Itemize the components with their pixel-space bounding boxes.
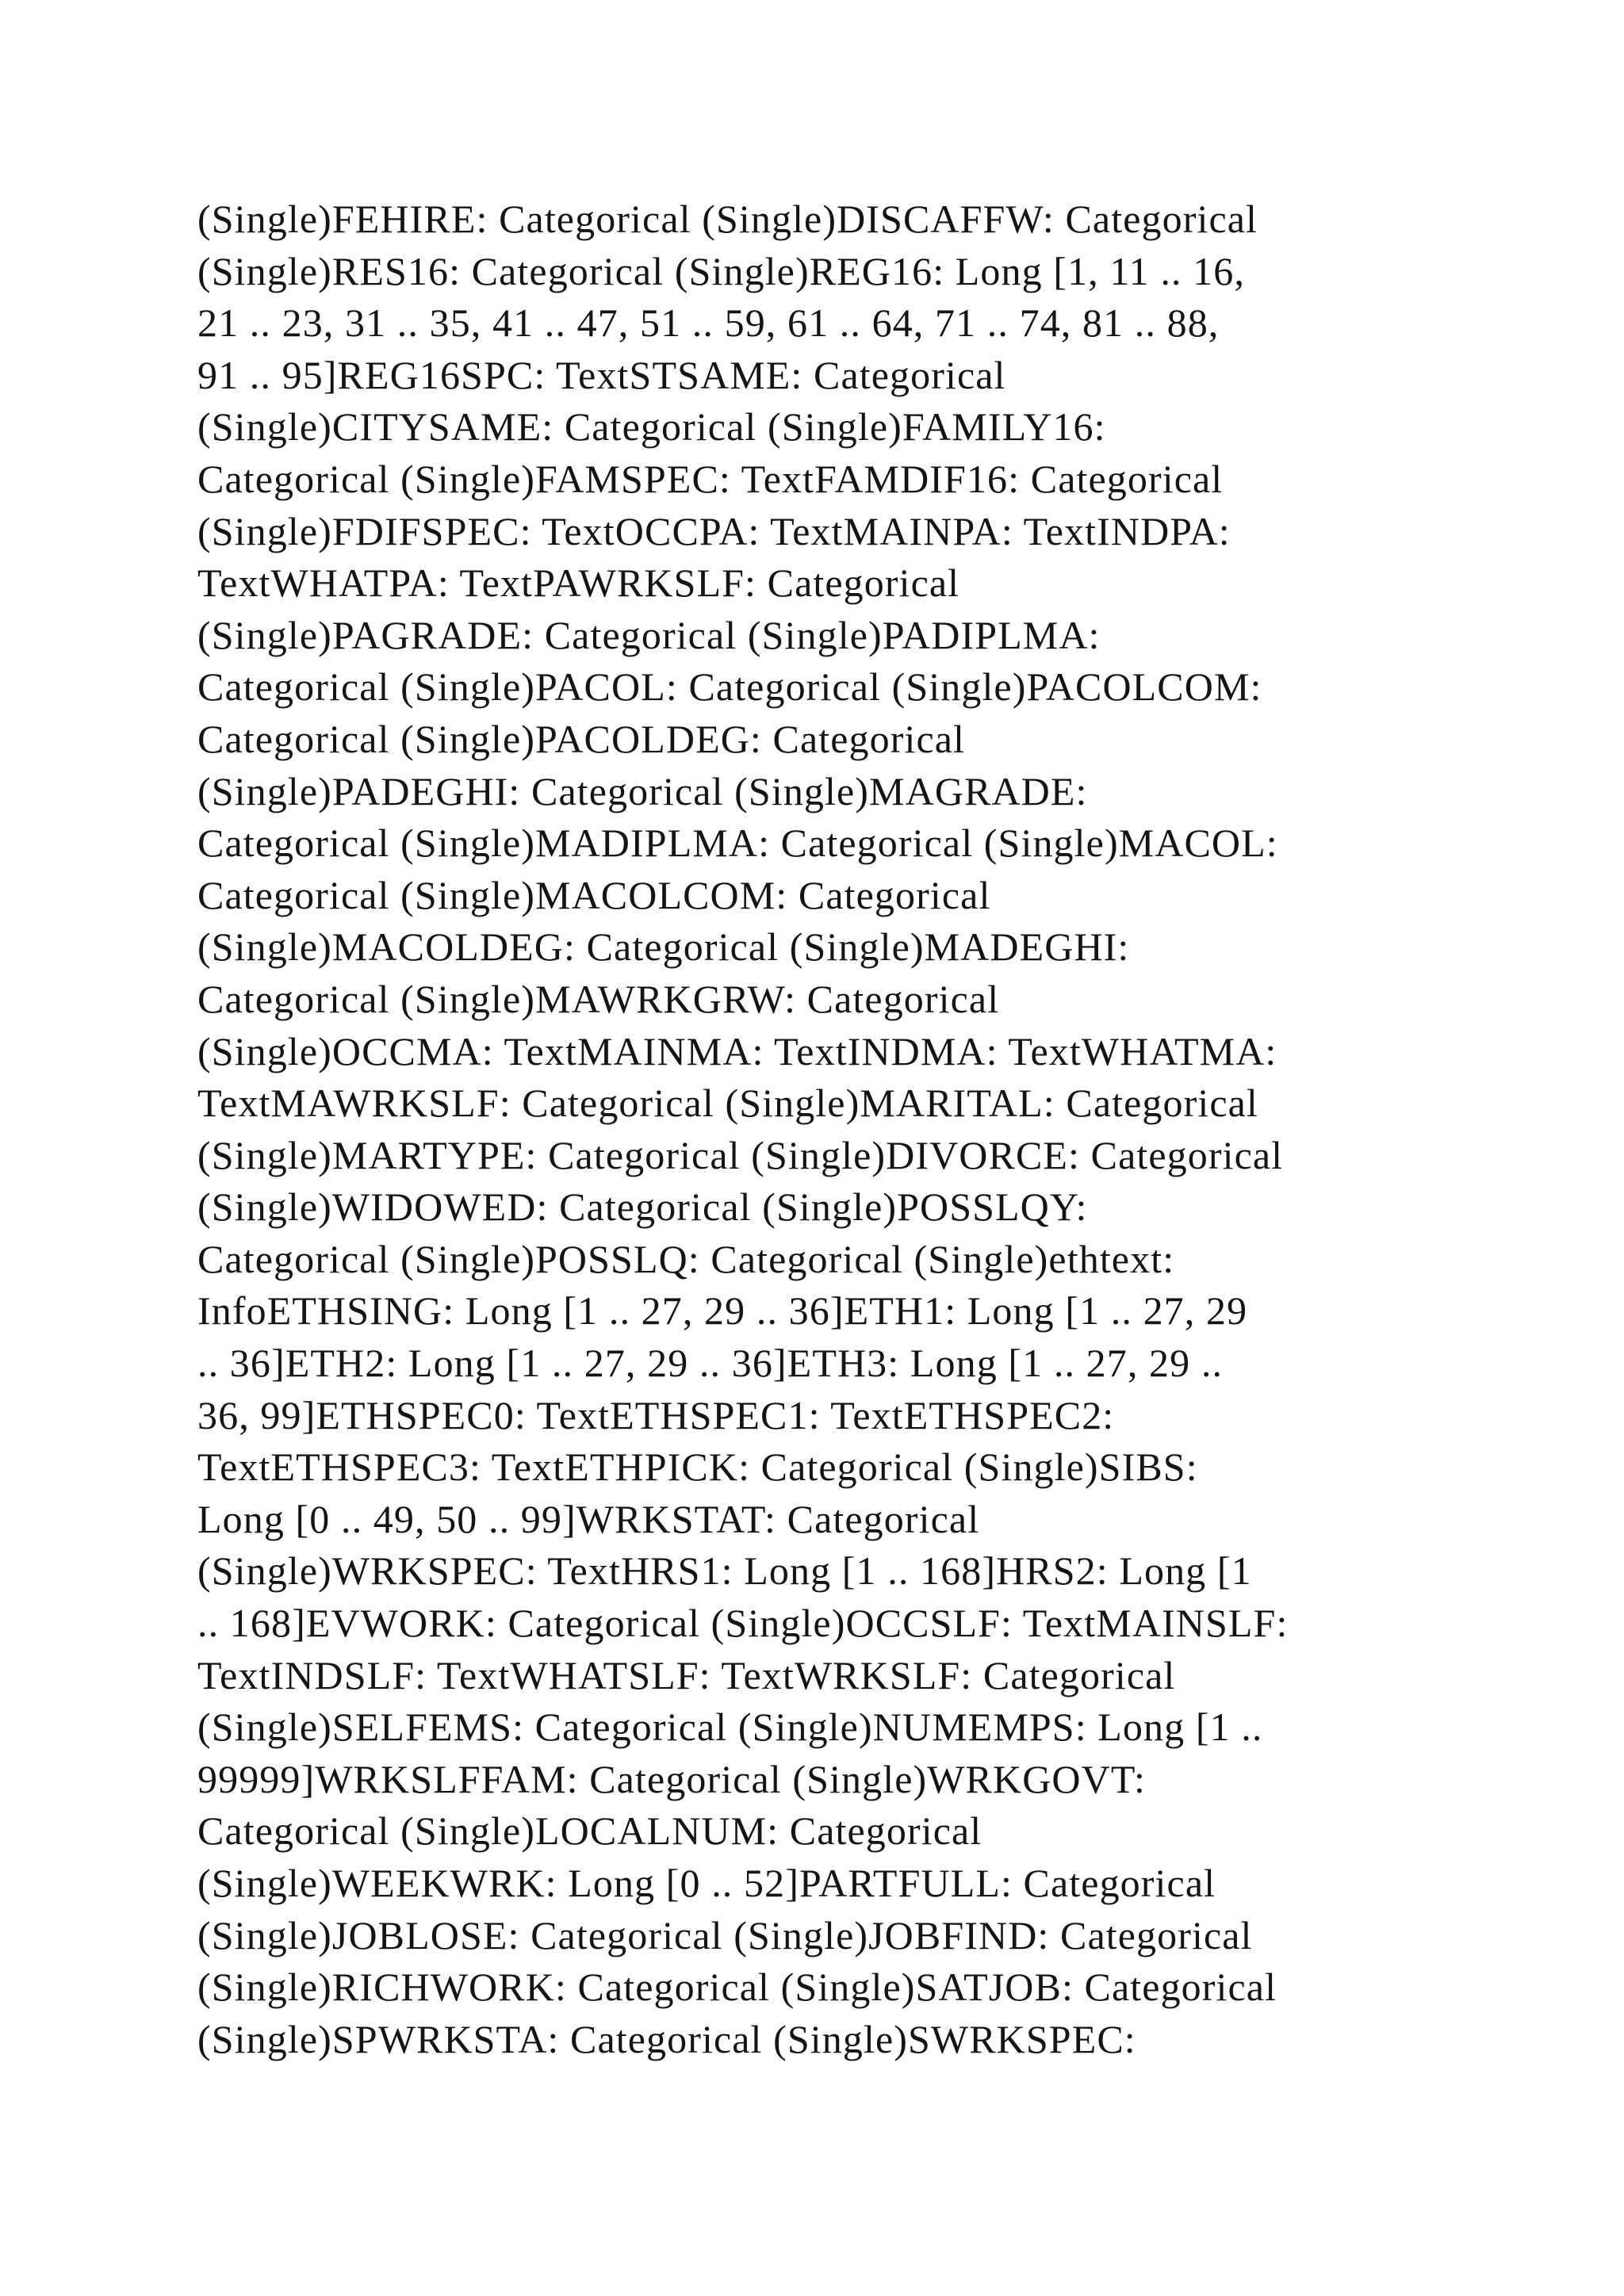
text-line: Categorical (Single)MAWRKGRW: Categorical bbox=[197, 976, 1000, 1021]
text-line: (Single)WIDOWED: Categorical (Single)POSSLQY: bbox=[197, 1184, 1088, 1230]
text-line: 21 .. 23, 31 .. 35, 41 .. 47, 51 .. 59, 61 .. 64, 71 .. 74, 81 .. 88, bbox=[197, 300, 1220, 346]
text-line: TextWHATPA: TextPAWRKSLF: Categorical bbox=[197, 561, 960, 606]
text-line: (Single)WEEKWRK: Long [0 .. 52]PARTFULL: Categorical bbox=[197, 1861, 1216, 1905]
text-line: Categorical (Single)PACOLDEG: Categorical bbox=[197, 716, 966, 761]
text-line: (Single)OCCMA: TextMAINMA: TextINDMA: TextWHATMA: bbox=[197, 1028, 1277, 1073]
text-line: 91 .. 95]REG16SPC: TextSTSAME: Categorical bbox=[197, 352, 1006, 397]
text-line: Categorical (Single)LOCALNUM: Categorical bbox=[197, 1808, 982, 1854]
text-line: (Single)PADEGHI: Categorical (Single)MAGRADE: bbox=[197, 768, 1088, 813]
text-line: Categorical (Single)POSSLQ: Categorical (Single)ethtext: bbox=[197, 1236, 1175, 1281]
text-line: (Single)SELFEMS: Categorical (Single)NUMEMPS: Long [1 .. bbox=[197, 1705, 1263, 1750]
text-line: (Single)FDIFSPEC: TextOCCPA: TextMAINPA: TextINDPA: bbox=[197, 508, 1231, 553]
document-body-text bbox=[197, 193, 1482, 2065]
text-line: TextMAWRKSLF: Categorical (Single)MARITAL: Categorical bbox=[197, 1081, 1258, 1126]
text-line: (Single)MACOLDEG: Categorical (Single)MADEGHI: bbox=[197, 924, 1130, 970]
text-line: 36, 99]ETHSPEC0: TextETHSPEC1: TextETHSPEC2: bbox=[197, 1392, 1115, 1437]
text-line: (Single)SPWRKSTA: Categorical (Single)SWRKSPEC: bbox=[197, 2016, 1136, 2061]
text-line: (Single)JOBLOSE: Categorical (Single)JOBFIND: Categorical bbox=[197, 1912, 1253, 1957]
text-line: Categorical (Single)PACOL: Categorical (Single)PACOLCOM: bbox=[197, 664, 1262, 710]
text-line: .. 168]EVWORK: Categorical (Single)OCCSLF: TextMAINSLF: bbox=[197, 1601, 1289, 1646]
text-line: (Single)WRKSPEC: TextHRS1: Long [1 .. 168]HRS2: Long [1 bbox=[197, 1548, 1252, 1594]
text-line: (Single)MARTYPE: Categorical (Single)DIVORCE: Categorical bbox=[197, 1132, 1284, 1177]
text-line: Categorical (Single)MACOLCOM: Categorical bbox=[197, 872, 991, 917]
text-line: (Single)CITYSAME: Categorical (Single)FAMILY16: bbox=[197, 404, 1106, 450]
text-line: (Single)PAGRADE: Categorical (Single)PADIPLMA: bbox=[197, 612, 1101, 657]
text-line: TextETHSPEC3: TextETHPICK: Categorical (Single)SIBS: bbox=[197, 1445, 1198, 1490]
text-line: InfoETHSING: Long [1 .. 27, 29 .. 36]ETH1: Long [1 .. 27, 29 bbox=[197, 1288, 1248, 1334]
text-line: .. 36]ETH2: Long [1 .. 27, 29 .. 36]ETH3: Long [1 .. 27, 29 .. bbox=[197, 1341, 1224, 1386]
text-line: 99999]WRKSLFFAM: Categorical (Single)WRKGOVT: bbox=[197, 1756, 1146, 1801]
text-line: Categorical (Single)MADIPLMA: Categorical (Single)MACOL: bbox=[197, 821, 1278, 866]
text-line: TextINDSLF: TextWHATSLF: TextWRKSLF: Categorical bbox=[197, 1652, 1176, 1697]
text-line: (Single)FEHIRE: Categorical (Single)DISCAFFW: Categorical bbox=[197, 197, 1258, 241]
text-line: Long [0 .. 49, 50 .. 99]WRKSTAT: Categorical bbox=[197, 1496, 980, 1541]
text-line: (Single)RICHWORK: Categorical (Single)SATJOB: Categorical bbox=[197, 1965, 1277, 2010]
text-line: (Single)RES16: Categorical (Single)REG16: Long [1, 11 .. 16, bbox=[197, 248, 1245, 293]
text-line: Categorical (Single)FAMSPEC: TextFAMDIF16: Categorical bbox=[197, 456, 1224, 501]
